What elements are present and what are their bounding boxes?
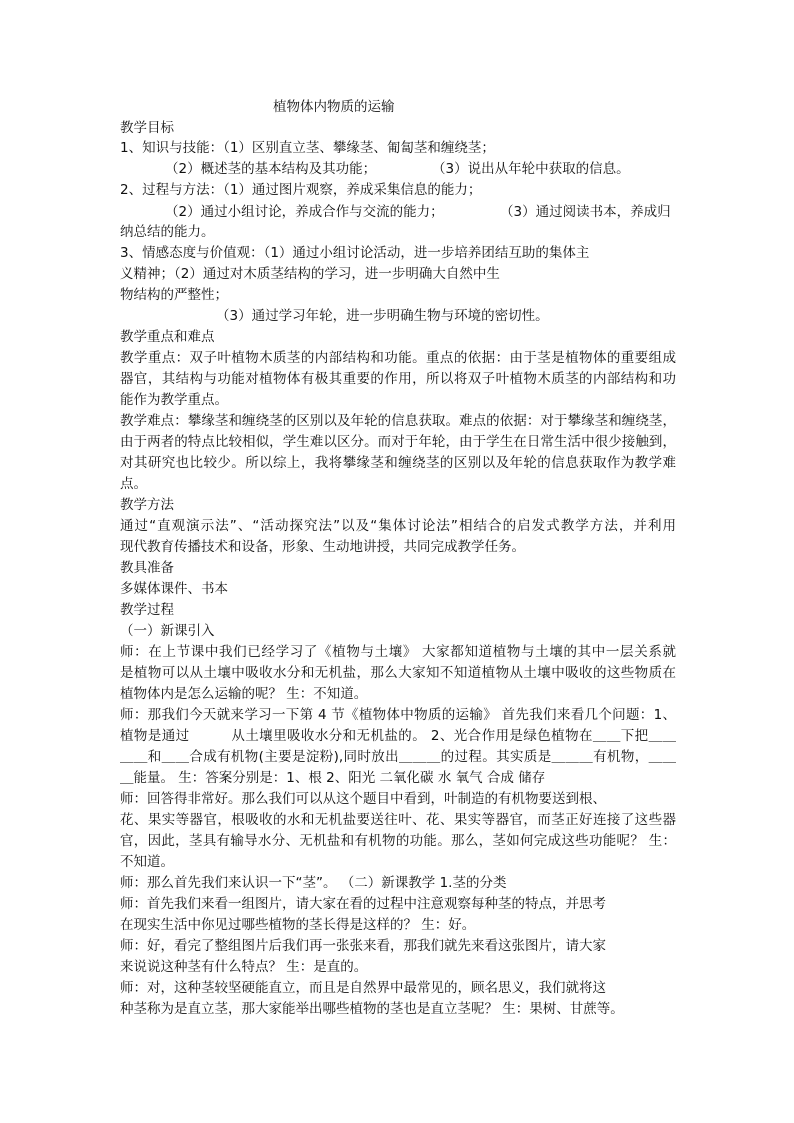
objective-attitude-3: 物结构的严整性； [120, 287, 228, 303]
dialogue-line: 植物是通过 从土壤里吸收水分和无机盐的。 2、光合作用是绿色植物在＿＿下把＿＿ [120, 728, 676, 744]
dialogue-line: 植物体内是怎么运输的呢？ 生：不知道。 [120, 686, 368, 702]
dialogue-line: 师：那我们今天就来学习一下第 4 节《植物体中物质的运输》 首先我们来看几个问题：1、 [120, 707, 676, 723]
objective-knowledge-3: （3）说出从年轮中获取的信息。 [432, 161, 630, 177]
dialogue-line: 师：对，这种茎较坚硬能直立，而且是自然界中最常见的，顾名思义，我们就将这 [120, 980, 606, 996]
dialogue-line: 师：首先我们来看一组图片，请大家在看的过程中注意观察每种茎的特点，并思考 [120, 896, 606, 912]
dialogue-line: ＿＿和＿＿合成有机物(主要是淀粉),同时放出＿＿＿的过程。其实质是＿＿＿有机物，＿＿ [120, 749, 676, 765]
dialogue-line: 师：好，看完了整组图片后我们再一张张来看，那我们就先来看这张图片，请大家 [120, 938, 606, 954]
keypoint-line: 教学重点：双子叶植物木质茎的内部结构和功能。重点的依据：由于茎是植物体的重要组成 [120, 350, 676, 366]
objective-process-4: 纳总结的能力。 [120, 224, 215, 240]
difficulty-line: 点。 [120, 476, 147, 492]
section-heading-tools: 教具准备 [120, 560, 174, 576]
dialogue-line: 官，因此，茎具有输导水分、无机盐和有机物的功能。那么，茎如何完成这些功能呢？ 生： [120, 833, 676, 849]
dialogue-line: 师：那么首先我们来认识一下“茎”。 （二）新课教学 1.茎的分类 [120, 875, 507, 891]
dialogue-line: 来说说这种茎有什么特点？ 生：是直的。 [120, 959, 368, 975]
objective-attitude-2: 义精神；（2）通过对木质茎结构的学习，进一步明确大自然中生 [120, 266, 500, 282]
dialogue-line: 师：回答得非常好。那么我们可以从这个题目中看到，叶制造的有机物要送到根、 [120, 791, 606, 807]
objective-knowledge-2: （2）概述茎的基本结构及其功能； [165, 161, 377, 177]
objective-attitude-4: （3）通过学习年轮，进一步明确生物与环境的密切性。 [216, 308, 549, 324]
objective-attitude: 3、情感态度与价值观：（1）通过小组讨论活动，进一步培养团结互助的集体主 [120, 245, 590, 261]
keypoint-line: 能作为教学重点。 [120, 392, 228, 408]
dialogue-line: 不知道。 [120, 854, 174, 870]
method-line: 现代教育传播技术和设备，形象、生动地讲授，共同完成教学任务。 [120, 539, 525, 555]
dialogue-line: 师：在上节课中我们已经学习了《植物与土壤》 大家都知道植物与土壤的其中一层关系就 [120, 644, 676, 660]
dialogue-line: 在现实生活中你见过哪些植物的茎长得是这样的？ 生：好。 [120, 917, 476, 933]
objective-process: 2、过程与方法：（1）通过图片观察，养成采集信息的能力； [120, 182, 482, 198]
section-heading-objectives: 教学目标 [120, 120, 174, 136]
dialogue-line: 是植物可以从土壤中吸收水分和无机盐，那么大家知不知道植物从土壤中吸收的这些物质在 [120, 665, 676, 681]
section-heading-keypoints: 教学重点和难点 [120, 329, 215, 345]
objective-process-3: （3）通过阅读书本，养成归 [500, 204, 671, 220]
dialogue-line: 种茎称为是直立茎，那大家能举出哪些植物的茎也是直立茎呢？ 生：果树、甘蔗等。 [120, 1001, 624, 1017]
difficulty-line: 由于两者的特点比较相似，学生难以区分。而对于年轮，由于学生在日常生活中很少接触到， [120, 434, 676, 450]
dialogue-line: 花、果实等器官，根吸收的水和无机盐要送往叶、花、果实等器官，而茎正好连接了这些器 [120, 812, 676, 828]
objective-process-2: （2）通过小组讨论，养成合作与交流的能力； [165, 204, 444, 220]
section-heading-methods: 教学方法 [120, 497, 174, 513]
difficulty-line: 对其研究也比较少。所以综上，我将攀缘茎和缠绕茎的区别以及年轮的信息获取作为教学难 [120, 455, 676, 471]
method-line: 通过“直观演示法”、“活动探究法”以及“集体讨论法”相结合的启发式教学方法，并利用 [120, 518, 676, 534]
difficulty-line: 教学难点：攀缘茎和缠绕茎的区别以及年轮的信息获取。难点的依据：对于攀缘茎和缠绕茎， [120, 413, 676, 429]
section-heading-process: 教学过程 [120, 602, 174, 618]
objective-knowledge: 1、知识与技能：（1）区别直立茎、攀缘茎、匍匐茎和缠绕茎； [120, 140, 495, 156]
tools-line: 多媒体课件、书本 [120, 581, 228, 597]
subsection-heading-intro: （一）新课引入 [120, 623, 215, 639]
keypoint-line: 器官，其结构与功能对植物体有极其重要的作用，所以将双子叶植物木质茎的内部结构和功 [120, 371, 676, 387]
dialogue-line: ＿能量。 生：答案分别是：1、根 2、阳光 二氧化碳 水 氧气 合成 储存 [120, 770, 546, 786]
document-title: 植物体内物质的运输 [273, 99, 395, 115]
